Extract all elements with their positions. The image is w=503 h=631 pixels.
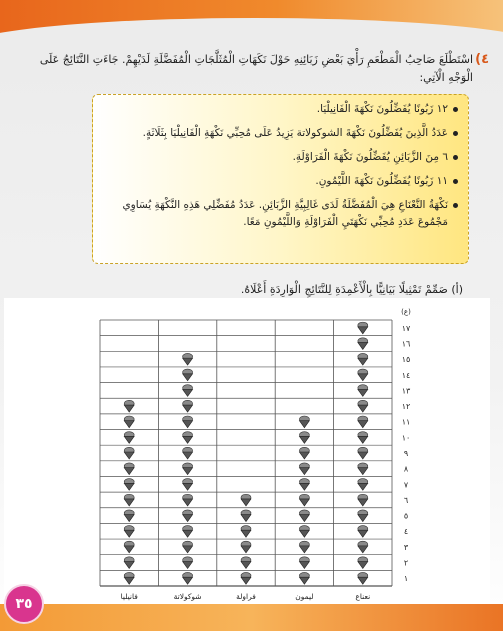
question-text: اسْتَطْلَعَ صَاحِبُ الْمَطْعَمِ رَأْيَ بَعْضِ زَبَائِنِهِ حَوْلَ نَكَهَاتِ الْمُثَلَّجَاتِ الْمُفَضَّلَةِ لَدَيْهِمْ. جَاءَتِ النَّتَائِجُ عَلَى الْوَجْهِ الْآتِي:: [39, 53, 473, 84]
facts-box: [92, 94, 469, 264]
ice-cream-cone-icon: [183, 526, 193, 538]
y-tick-label: ١٠: [401, 433, 411, 443]
pictograph-chart: [4, 298, 490, 606]
x-tick-label: شوكولاتة: [173, 592, 202, 601]
y-tick-label: ١٢: [401, 402, 411, 412]
ice-cream-cone-icon: [299, 510, 309, 522]
ice-cream-cone-icon: [299, 479, 309, 491]
ice-cream-cone-icon: [183, 572, 193, 584]
page-number: ٣٥: [4, 584, 44, 624]
ice-cream-cone-icon: [299, 557, 309, 569]
ice-cream-cone-icon: [358, 322, 368, 334]
ice-cream-cone-icon: [183, 353, 193, 365]
ice-cream-cone-icon: [241, 572, 251, 584]
ice-cream-cone-icon: [358, 338, 368, 350]
ice-cream-cone-icon: [358, 557, 368, 569]
x-tick-label: نعناع: [355, 592, 371, 601]
y-tick-label: ١٥: [401, 355, 411, 365]
ice-cream-cone-icon: [124, 494, 134, 506]
y-tick-label: ٧: [403, 480, 409, 490]
ice-cream-cone-icon: [124, 447, 134, 459]
ice-cream-cone-icon: [358, 416, 368, 428]
ice-cream-cone-icon: [358, 369, 368, 381]
question-number: ٤): [475, 52, 489, 67]
y-tick-label: ٤: [403, 527, 409, 537]
ice-cream-cone-icon: [358, 510, 368, 522]
facts-list: [93, 95, 468, 231]
ice-cream-cone-icon: [358, 479, 368, 491]
ice-cream-cone-icon: [124, 400, 134, 412]
ice-cream-cone-icon: [358, 541, 368, 553]
ice-cream-cone-icon: [358, 494, 368, 506]
ice-cream-cone-icon: [241, 541, 251, 553]
fact-item: ٦ مِنَ الزَّبَائِنِ يُفَضِّلُونَ نَكْهَةَ الْفَرَاوْلَةِ.: [99, 149, 458, 166]
ice-cream-cone-icon: [299, 416, 309, 428]
y-tick-label: ٥: [403, 511, 409, 521]
ice-cream-cone-icon: [124, 432, 134, 444]
y-axis-marker: (ع): [401, 308, 411, 316]
ice-cream-cone-icon: [183, 432, 193, 444]
fact-item: ١١ زَبُونًا يُفَضِّلُونَ نَكْهَةَ اللَّيْمُونِ.: [99, 173, 458, 190]
ice-cream-cone-icon: [358, 432, 368, 444]
footer-band: [0, 604, 503, 631]
x-tick-label: فانيليا: [120, 592, 138, 601]
ice-cream-cone-icon: [183, 463, 193, 475]
y-tick-label: ١٣: [401, 386, 411, 396]
y-tick-label: ١٧: [401, 323, 411, 333]
y-tick-label: ٩: [403, 449, 409, 458]
ice-cream-cone-icon: [358, 353, 368, 365]
ice-cream-cone-icon: [241, 494, 251, 506]
ice-cream-cone-icon: [183, 557, 193, 569]
y-tick-label: ٨: [403, 464, 409, 474]
ice-cream-cone-icon: [358, 463, 368, 475]
task-text: (أ) صَمِّمْ تَمْثِيلًا بَيَانِيًّا بِالْأَعْمِدَةِ لِلنَّتَائِجِ الْوَارِدَةِ أَعْلَاهُ.: [240, 283, 463, 296]
ice-cream-cone-icon: [183, 541, 193, 553]
ice-cream-cone-icon: [183, 479, 193, 491]
fact-item: ١٢ زَبُونًا يُفَضِّلُونَ نَكْهَةَ الْفَانِيلْيَا.: [99, 101, 458, 118]
ice-cream-cone-icon: [241, 526, 251, 538]
ice-cream-cone-icon: [299, 541, 309, 553]
x-tick-label: ليمون: [295, 592, 314, 601]
ice-cream-cone-icon: [124, 557, 134, 569]
y-tick-label: ٢: [403, 558, 409, 568]
y-tick-label: ١٤: [401, 370, 411, 380]
ice-cream-cone-icon: [241, 557, 251, 569]
y-tick-label: ١١: [401, 417, 411, 427]
ice-cream-cone-icon: [358, 447, 368, 459]
ice-cream-cone-icon: [183, 447, 193, 459]
ice-cream-cone-icon: [183, 494, 193, 506]
y-tick-label: ١: [403, 574, 409, 584]
ice-cream-cone-icon: [299, 463, 309, 475]
x-tick-label: فراولة: [236, 592, 256, 601]
ice-cream-cone-icon: [124, 541, 134, 553]
ice-cream-cone-icon: [183, 385, 193, 397]
y-tick-label: ٦: [403, 495, 409, 505]
ice-cream-cone-icon: [124, 526, 134, 538]
ice-cream-cone-icon: [358, 526, 368, 538]
ice-cream-cone-icon: [241, 510, 251, 522]
ice-cream-cone-icon: [124, 479, 134, 491]
y-tick-label: ١٦: [401, 339, 411, 349]
chart-area: [4, 298, 490, 606]
fact-item: عَدَدُ الَّذِينَ يُفَضِّلُونَ نَكْهَةَ الشوكولاتة يَزِيدُ عَلَى مُحِبِّي نَكْهَةِ الْفَانِيلْيَا بِثَلَاثَةٍ.: [99, 125, 458, 142]
ice-cream-cone-icon: [299, 447, 309, 459]
fact-item: نَكْهَةُ النَّعْنَاعِ هِيَ الْمُفَضَّلَةُ لَدَى غَالِبِيَّةِ الزَّبَائِنِ. عَدَدُ مُفَضِّلِي هَذِهِ النَّكْهَةِ يُسَاوِي مَجْمُوعَ عَدَدِ مُحِبِّي نَكْهَتَيِ الْفَرَاوْلَةِ وَاللَّيْمُونِ مَعًا.: [99, 197, 458, 231]
ice-cream-cone-icon: [299, 526, 309, 538]
ice-cream-cone-icon: [183, 369, 193, 381]
ice-cream-cone-icon: [183, 510, 193, 522]
ice-cream-cone-icon: [299, 494, 309, 506]
ice-cream-cone-icon: [183, 400, 193, 412]
ice-cream-cone-icon: [299, 432, 309, 444]
y-tick-label: ٣: [403, 542, 409, 552]
ice-cream-cone-icon: [358, 385, 368, 397]
ice-cream-cone-icon: [124, 416, 134, 428]
ice-cream-cone-icon: [358, 400, 368, 412]
ice-cream-cone-icon: [358, 572, 368, 584]
ice-cream-cone-icon: [299, 572, 309, 584]
ice-cream-cone-icon: [124, 510, 134, 522]
ice-cream-cone-icon: [124, 572, 134, 584]
ice-cream-cone-icon: [183, 416, 193, 428]
ice-cream-cone-icon: [124, 463, 134, 475]
